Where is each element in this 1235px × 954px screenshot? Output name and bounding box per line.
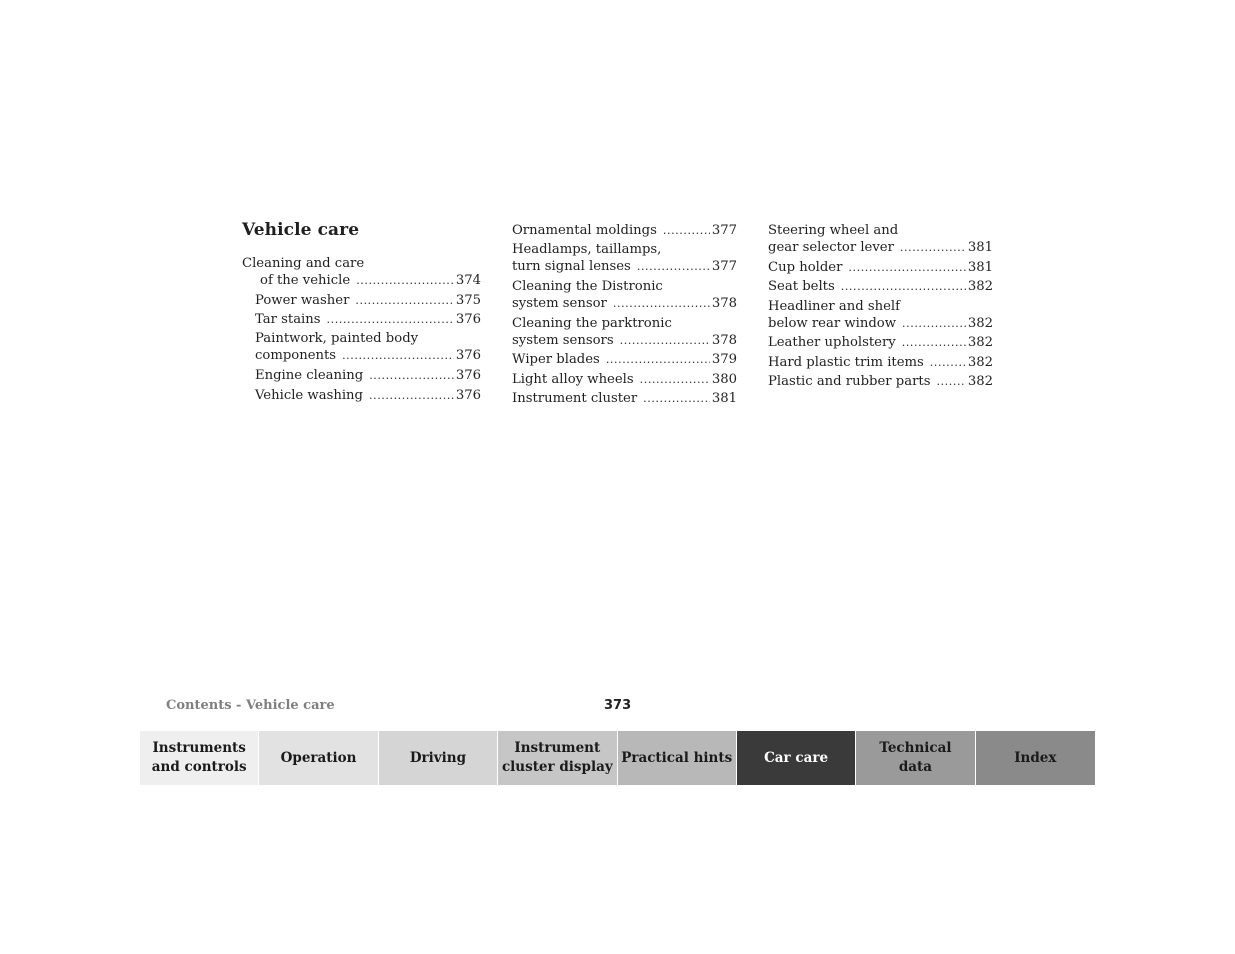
toc-entry-label: Instrument cluster	[512, 391, 638, 406]
toc-entry[interactable]	[512, 315, 737, 349]
toc-entry-label: Cleaning the Distronic	[512, 279, 663, 294]
dot-leader	[663, 222, 710, 239]
toc-entry-label: Seat belts	[768, 279, 835, 294]
toc-entry-label: components	[255, 348, 337, 363]
tab-index[interactable]	[976, 731, 1095, 785]
toc-entry-label: Cup holder	[768, 260, 843, 275]
toc-entry-label: Headliner and shelf	[768, 299, 900, 314]
tab-instrument-cluster-display[interactable]	[498, 731, 617, 785]
dot-leader	[342, 347, 454, 364]
toc-entry-label: Cleaning and care	[242, 256, 365, 271]
dot-leader	[356, 272, 454, 289]
toc-page-number: 376	[455, 348, 481, 363]
toc-entry[interactable]	[242, 311, 481, 328]
tab-label: Operation	[280, 749, 357, 766]
toc-page-number: 379	[711, 352, 737, 367]
toc-page-number: 376	[455, 312, 481, 327]
dot-leader	[637, 258, 710, 275]
tab-technical-data[interactable]	[856, 731, 975, 785]
tab-label: data	[898, 759, 933, 775]
dot-leader	[640, 371, 710, 388]
toc-entry[interactable]	[512, 390, 737, 407]
toc-entry-label: Paintwork, painted body	[255, 331, 419, 346]
toc-page-number: 382	[967, 316, 993, 331]
toc-page-number: 377	[711, 223, 737, 238]
toc-page-number: 376	[455, 368, 481, 383]
tab-label: cluster display	[501, 759, 613, 775]
tab-label: Index	[1014, 749, 1057, 766]
toc-page-number: 378	[711, 296, 737, 311]
dot-leader	[606, 351, 710, 368]
toc-entry-label: Ornamental moldings	[512, 223, 657, 238]
dot-leader	[620, 332, 710, 349]
toc-page-number: 382	[967, 355, 993, 370]
tab-driving[interactable]	[379, 731, 498, 785]
dot-leader	[930, 354, 966, 371]
toc-entry-label: Tar stains	[255, 312, 321, 327]
toc-entry[interactable]	[768, 278, 993, 295]
section-heading: Vehicle care	[242, 220, 360, 240]
toc-entry-label: gear selector lever	[768, 240, 894, 255]
dot-leader	[848, 259, 965, 276]
toc-entry[interactable]	[768, 222, 993, 256]
toc-entry[interactable]	[512, 241, 737, 275]
toc-entry-label: Leather upholstery	[768, 335, 896, 350]
toc-entry-label: Hard plastic trim items	[768, 355, 924, 370]
toc-entry[interactable]	[768, 334, 993, 351]
toc-entry[interactable]	[768, 259, 993, 276]
toc-entry[interactable]	[242, 330, 481, 364]
toc-entry[interactable]	[242, 367, 481, 384]
tab-label: Technical	[879, 740, 952, 756]
toc-entry[interactable]	[242, 292, 481, 309]
toc-page-number: 381	[967, 240, 993, 255]
dot-leader	[902, 334, 966, 351]
toc-entry[interactable]	[512, 371, 737, 388]
toc-page-number: 374	[455, 273, 481, 288]
tab-operation[interactable]	[259, 731, 378, 785]
tab-label: Instrument	[514, 740, 601, 756]
toc-entry-label: Cleaning the parktronic	[512, 316, 672, 331]
toc-page-number: 375	[455, 293, 481, 308]
toc-entry-label: turn signal lenses	[512, 259, 631, 274]
tab-label: Practical hints	[621, 749, 733, 766]
toc-entry[interactable]	[242, 255, 481, 289]
dot-leader	[327, 311, 454, 328]
tab-label: Driving	[409, 749, 467, 766]
toc-entry[interactable]	[512, 222, 737, 239]
toc-entry-label: Vehicle washing	[255, 388, 363, 403]
toc-entry[interactable]	[512, 351, 737, 368]
dot-leader	[613, 295, 710, 312]
dot-leader	[355, 292, 453, 309]
toc-entry-label: of the vehicle	[260, 273, 351, 288]
chapter-tabs	[140, 731, 1095, 785]
tab-label: and controls	[151, 759, 247, 775]
toc-page-number: 376	[455, 388, 481, 403]
toc-entry[interactable]	[242, 387, 481, 404]
toc-entry-label: Engine cleaning	[255, 368, 364, 383]
page-number: 373	[604, 698, 632, 713]
toc-entry[interactable]	[768, 298, 993, 332]
footer-title: Contents - Vehicle care	[166, 698, 335, 713]
dot-leader	[900, 239, 966, 256]
tab-car-care[interactable]	[737, 731, 856, 785]
dot-leader	[902, 315, 966, 332]
toc-entry-label: Steering wheel and	[768, 223, 899, 238]
toc-page-number: 382	[967, 335, 993, 350]
dot-leader	[841, 278, 966, 295]
toc-page-number: 382	[967, 279, 993, 294]
toc-page-number: 382	[967, 374, 993, 389]
dot-leader	[369, 367, 454, 384]
tab-label: Car care	[764, 749, 829, 766]
toc-page-number: 377	[711, 259, 737, 274]
tab-instruments-and-controls[interactable]	[140, 731, 259, 785]
tab-label: Instruments	[152, 740, 246, 756]
toc-entry[interactable]	[512, 278, 737, 312]
dot-leader	[936, 373, 965, 390]
toc-entry-label: system sensors	[512, 333, 614, 348]
toc-entry-label: Light alloy wheels	[512, 372, 634, 387]
tab-practical-hints[interactable]	[618, 731, 737, 785]
dot-leader	[369, 387, 454, 404]
dot-leader	[643, 390, 710, 407]
toc-page-number: 378	[711, 333, 737, 348]
toc-entry[interactable]	[768, 354, 993, 371]
toc-entry-label: system sensor	[512, 296, 607, 311]
toc-entry-label: below rear window	[768, 316, 897, 331]
toc-entry-label: Wiper blades	[512, 352, 600, 367]
toc-page-number: 381	[711, 391, 737, 406]
toc-entry[interactable]	[768, 373, 993, 390]
toc-entry-label: Headlamps, taillamps,	[512, 242, 662, 257]
toc-page-number: 381	[967, 260, 993, 275]
toc-entry-label: Plastic and rubber parts	[768, 374, 931, 389]
toc-entry-label: Power washer	[255, 293, 350, 308]
toc-page-number: 380	[711, 372, 737, 387]
